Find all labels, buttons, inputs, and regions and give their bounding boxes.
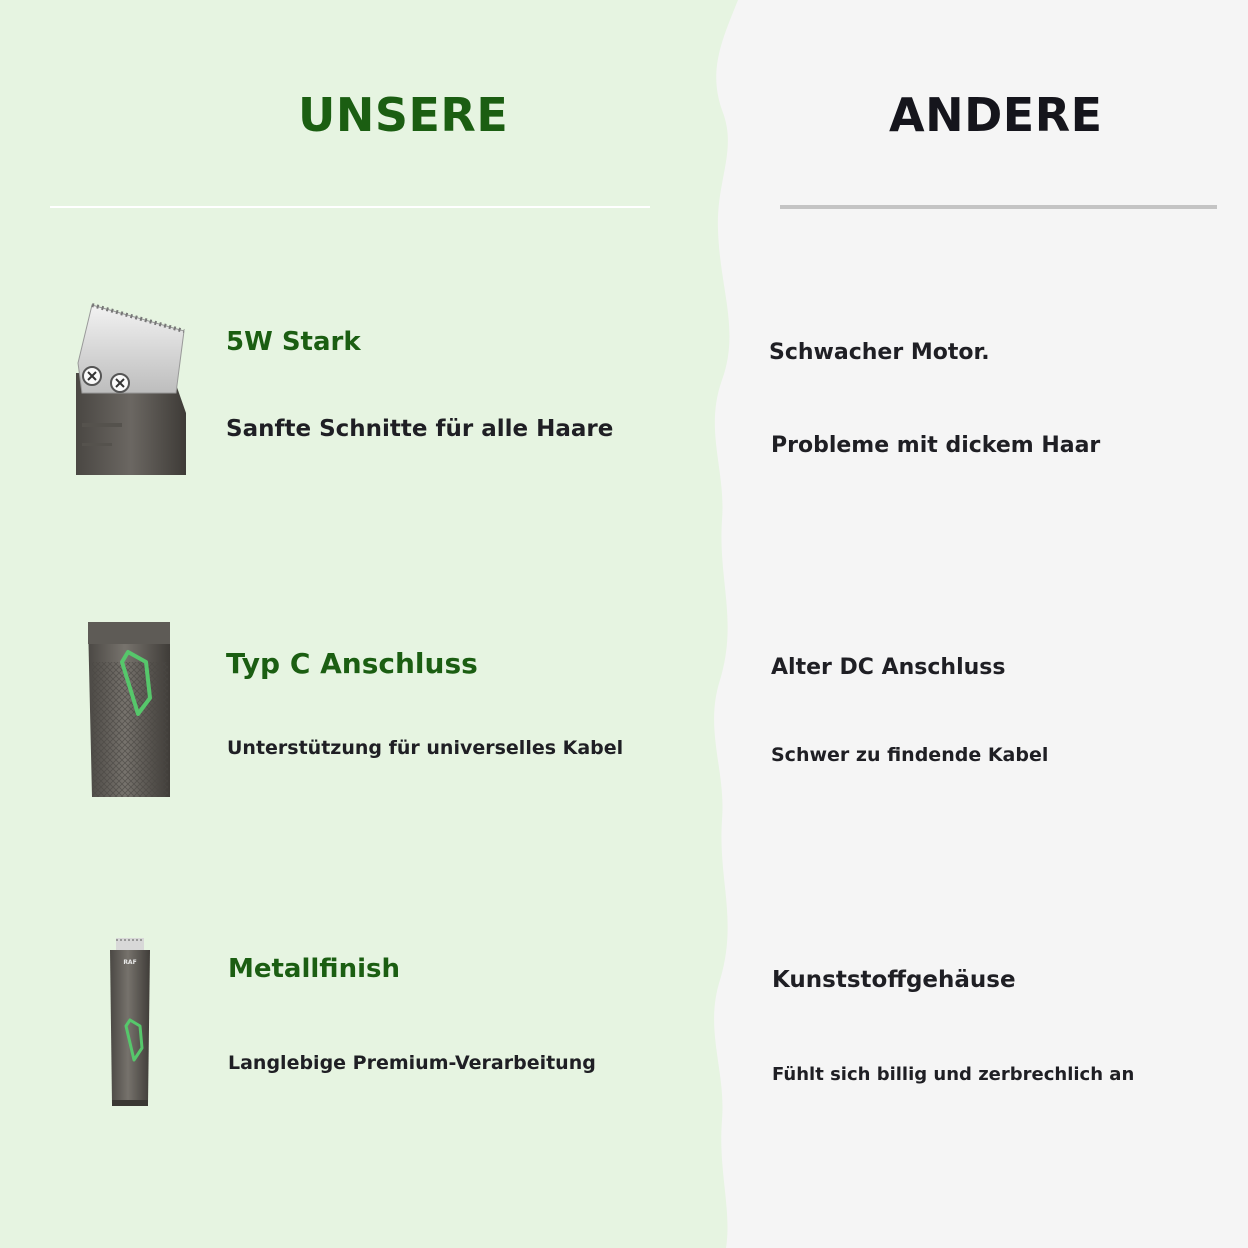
ours-feature-description-1: Sanfte Schnitte für alle Haare: [226, 416, 614, 442]
others-heading: ANDERE: [889, 88, 1103, 142]
ours-heading: UNSERE: [298, 88, 509, 142]
others-feature-title-3: Kunststoffgehäuse: [772, 967, 1016, 993]
others-feature-description-1: Probleme mit dickem Haar: [771, 433, 1101, 458]
others-feature-description-3: Fühlt sich billig und zerbrechlich an: [772, 1064, 1135, 1085]
device-brand-label: RAF: [123, 959, 137, 966]
clipper-handle-icon: [86, 622, 174, 797]
others-divider: [780, 205, 1217, 209]
clipper-head-icon: [72, 303, 190, 475]
clipper-full-icon: [104, 936, 156, 1108]
others-feature-description-2: Schwer zu findende Kabel: [771, 744, 1049, 766]
others-feature-title-2: Alter DC Anschluss: [771, 655, 1006, 680]
ours-feature-title-2: Typ C Anschluss: [226, 647, 478, 680]
ours-feature-title-1: 5W Stark: [226, 327, 361, 357]
ours-divider: [50, 206, 650, 208]
others-feature-title-1: Schwacher Motor.: [769, 340, 990, 365]
ours-feature-description-3: Langlebige Premium-Verarbeitung: [228, 1052, 596, 1074]
ours-feature-description-2: Unterstützung für universelles Kabel: [227, 737, 624, 759]
ours-feature-title-3: Metallfinish: [228, 954, 400, 984]
